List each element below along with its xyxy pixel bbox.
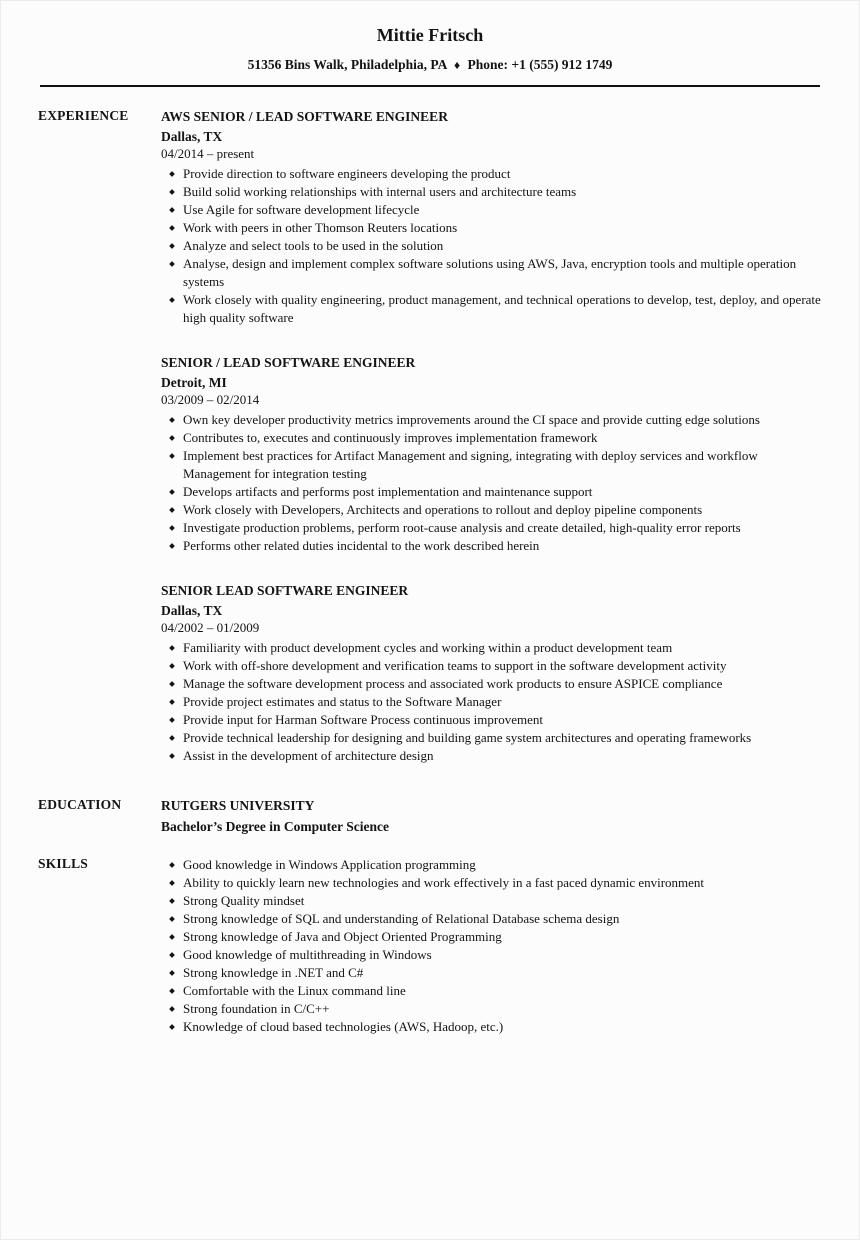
skills-content [161, 856, 822, 1036]
bullet-item: Analyse, design and implement complex software solutions using AWS, Java, encryption tools and multiple operation systems [161, 255, 822, 291]
bullet-item: Manage the software development process and associated work products to ensure ASPICE compliance [161, 675, 822, 693]
job-dates: 03/2009 – 02/2014 [161, 392, 260, 407]
contact-line [38, 57, 822, 73]
job-location: Dallas, TX [161, 603, 223, 618]
bullet-item: Familiarity with product development cycles and working within a product development team [161, 639, 822, 657]
phone-text: Phone: +1 (555) 912 1749 [467, 57, 613, 72]
bullet-item: Develops artifacts and performs post implementation and maintenance support [161, 483, 822, 501]
job-entry [161, 108, 822, 327]
bullet-item: Build solid working relationships with internal users and architecture teams [161, 183, 822, 201]
job-bullet-list [161, 411, 822, 555]
bullet-item: Provide input for Harman Software Process continuous improvement [161, 711, 822, 729]
job-dates: 04/2002 – 01/2009 [161, 620, 260, 635]
job-dates: 04/2014 – present [161, 146, 255, 161]
school-name: RUTGERS UNIVERSITY [161, 798, 315, 813]
skill-item: Strong foundation in C/C++ [161, 1000, 822, 1018]
skills-section-label: SKILLS [38, 856, 88, 871]
skill-item: Strong knowledge of Java and Object Oriented Programming [161, 928, 822, 946]
degree-name: Bachelor’s Degree in Computer Science [161, 819, 389, 834]
job-entry [161, 582, 822, 765]
bullet-item: Provide direction to software engineers developing the product [161, 165, 822, 183]
job-bullet-list [161, 165, 822, 327]
experience-section-label: EXPERIENCE [38, 108, 129, 123]
bullet-item: Implement best practices for Artifact Management and signing, integrating with deploy services and workflow Management for integration testing [161, 447, 822, 483]
job-location: Detroit, MI [161, 375, 227, 390]
section-skills [38, 856, 822, 1036]
bullet-item: Own key developer productivity metrics improvements around the CI space and provide cutting edge solutions [161, 411, 822, 429]
skills-list [161, 856, 822, 1036]
job-entry [161, 354, 822, 555]
bullet-item: Contributes to, executes and continuously improves implementation framework [161, 429, 822, 447]
section-experience [38, 108, 822, 765]
job-title: SENIOR / LEAD SOFTWARE ENGINEER [161, 355, 416, 370]
bullet-item: Provide technical leadership for designing and building game system architectures and operating frameworks [161, 729, 822, 747]
bullet-item: Work with peers in other Thomson Reuters locations [161, 219, 822, 237]
job-title: AWS SENIOR / LEAD SOFTWARE ENGINEER [161, 109, 448, 124]
section-education [38, 797, 822, 835]
address-text: 51356 Bins Walk, Philadelphia, PA [247, 57, 447, 72]
bullet-item: Work with off-shore development and verification teams to support in the software development activity [161, 657, 822, 675]
resume-header [38, 24, 822, 73]
skill-item: Strong knowledge of SQL and understanding of Relational Database schema design [161, 910, 822, 928]
bullet-item: Work closely with Developers, Architects and operations to rollout and deploy pipeline components [161, 501, 822, 519]
experience-content [161, 108, 822, 765]
skill-item: Comfortable with the Linux command line [161, 982, 822, 1000]
skill-item: Good knowledge in Windows Application programming [161, 856, 822, 874]
bullet-item: Assist in the development of architecture design [161, 747, 822, 765]
education-content [161, 797, 822, 835]
bullet-item: Analyze and select tools to be used in the solution [161, 237, 822, 255]
skill-item: Strong knowledge in .NET and C# [161, 964, 822, 982]
skill-item: Strong Quality mindset [161, 892, 822, 910]
job-location: Dallas, TX [161, 129, 223, 144]
person-name: Mittie Fritsch [376, 25, 484, 45]
bullet-item: Provide project estimates and status to the Software Manager [161, 693, 822, 711]
skill-item: Knowledge of cloud based technologies (AWS, Hadoop, etc.) [161, 1018, 822, 1036]
bullet-item: Use Agile for software development lifecycle [161, 201, 822, 219]
job-title: SENIOR LEAD SOFTWARE ENGINEER [161, 583, 409, 598]
bullet-item: Investigate production problems, perform root-cause analysis and create detailed, high-quality error reports [161, 519, 822, 537]
skill-item: Ability to quickly learn new technologies and work effectively in a fast paced dynamic environment [161, 874, 822, 892]
bullet-item: Work closely with quality engineering, product management, and technical operations to develop, test, deploy, and operate high quality software [161, 291, 822, 327]
header-divider [40, 85, 820, 87]
education-section-label: EDUCATION [38, 797, 122, 812]
job-bullet-list [161, 639, 822, 765]
diamond-icon: ♦ [454, 58, 461, 72]
bullet-item: Performs other related duties incidental to the work described herein [161, 537, 822, 555]
skill-item: Good knowledge of multithreading in Windows [161, 946, 822, 964]
